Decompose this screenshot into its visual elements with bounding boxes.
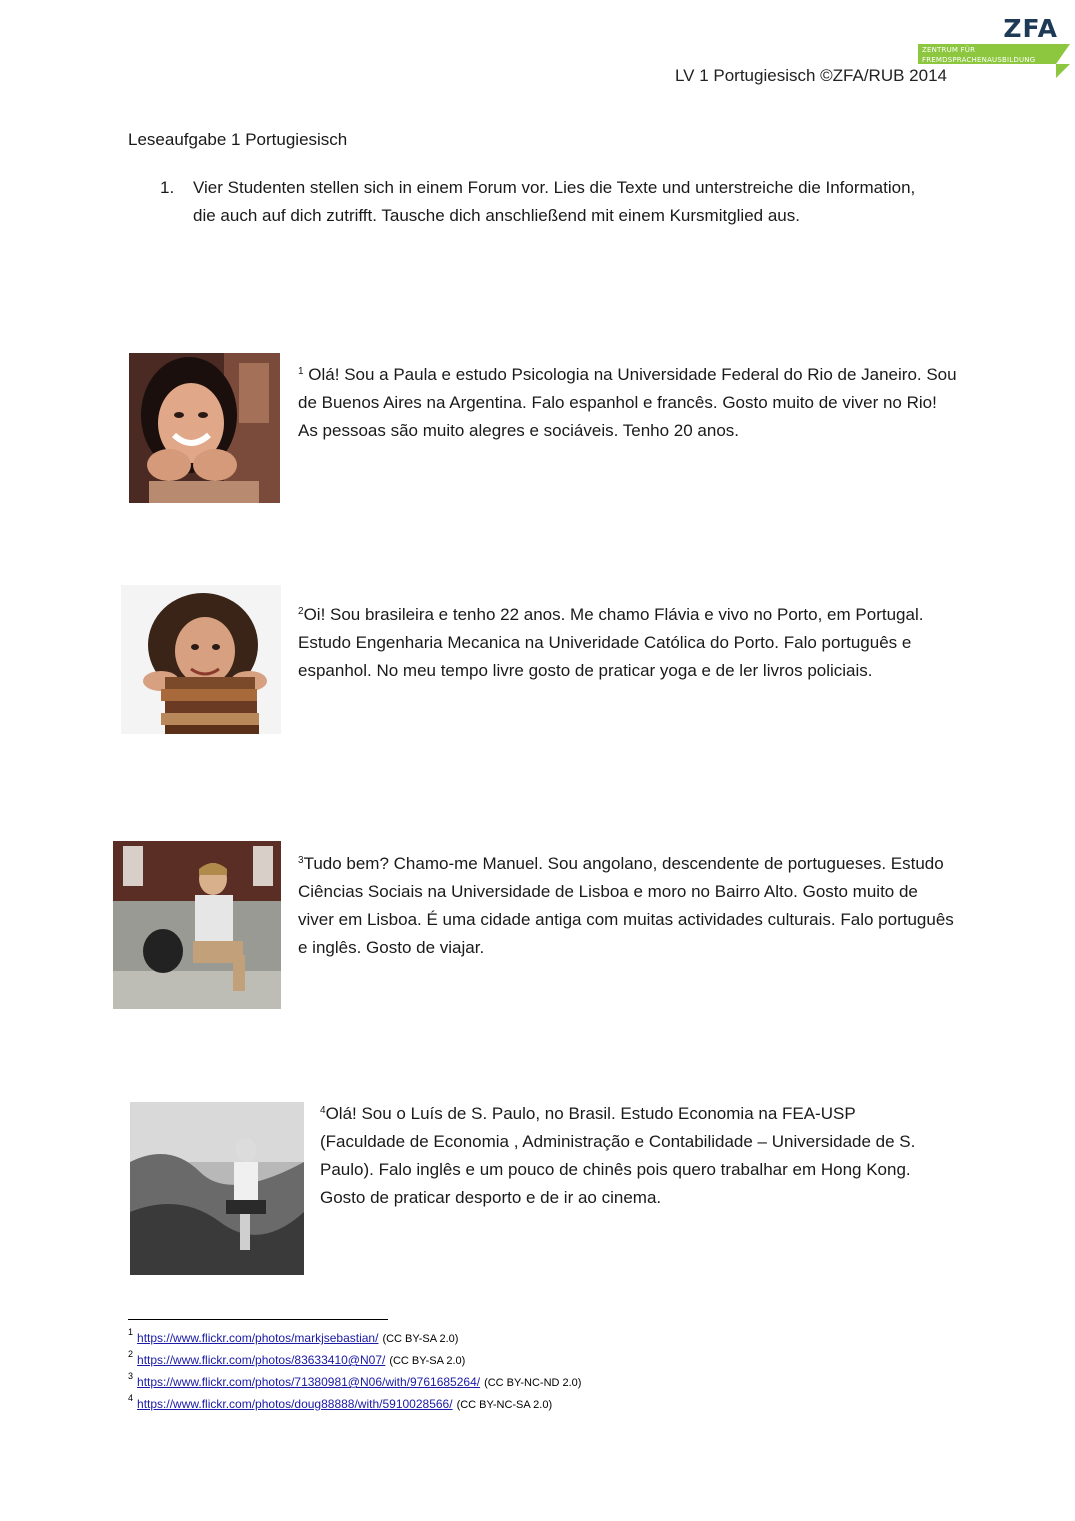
footnote-divider	[128, 1319, 388, 1320]
course-header: LV 1 Portugiesisch ©ZFA/RUB 2014	[674, 66, 947, 85]
student-text-3	[298, 850, 958, 962]
footnote-mark-3: 3	[128, 1371, 134, 1381]
logo-bar	[918, 44, 1056, 64]
logo-text: ZFA	[1003, 14, 1058, 43]
footnote-3	[128, 1371, 582, 1390]
student-intro-3: Tudo bem? Chamo-me Manuel. Sou angolano, descendente de portugueses. Estudo Ciências Sociais na Universidade de Lisboa e moro no Bairro Alto. Gosto muito de viver em Lisboa. É uma cidade antiga com muitas actividades culturais. Falo português e inglês. Gosto de viajar.	[298, 854, 954, 957]
student-photo-4	[130, 1102, 304, 1275]
footnote-mark-2: 2	[128, 1349, 134, 1359]
footnote-link-3[interactable]: https://www.flickr.com/photos/71380981@N06/with/9761685264/	[137, 1375, 481, 1389]
footnote-link-1[interactable]: https://www.flickr.com/photos/markjsebastian/	[137, 1331, 379, 1345]
student-photo-2	[121, 585, 281, 734]
footnote-license-1: (CC BY-SA 2.0)	[382, 1333, 459, 1345]
logo-flag-shape	[1056, 44, 1070, 64]
footnote-license-4: (CC BY-NC-SA 2.0)	[456, 1399, 553, 1411]
student-text-1	[298, 361, 958, 445]
logo-subtitle-1: ZENTRUM FÜR	[922, 46, 976, 54]
task-number: 1.	[160, 178, 175, 197]
logo-flag-tail	[1056, 64, 1070, 78]
task-item	[160, 174, 920, 230]
footnote-mark-1: 1	[128, 1327, 134, 1337]
footnote-1	[128, 1327, 459, 1346]
footnote-mark-4: 4	[128, 1393, 134, 1403]
portrait-man-sitting-image	[113, 841, 281, 1009]
portrait-man-on-rocks-image	[130, 1102, 304, 1275]
footnote-ref-1: 1	[298, 366, 304, 377]
footnote-2	[128, 1349, 466, 1368]
footnote-link-2[interactable]: https://www.flickr.com/photos/83633410@N07/	[137, 1353, 386, 1367]
footnote-ref-2: 2	[298, 606, 304, 617]
footnote-ref-3: 3	[298, 855, 304, 866]
footnote-link-4[interactable]: https://www.flickr.com/photos/doug88888/with/5910028566/	[137, 1397, 453, 1411]
footnote-4	[128, 1393, 553, 1412]
footnote-license-3: (CC BY-NC-ND 2.0)	[484, 1377, 582, 1389]
student-photo-3	[113, 841, 281, 1009]
student-intro-4: Olá! Sou o Luís de S. Paulo, no Brasil. Estudo Economia na FEA-USP (Faculdade de Economia , Administração e Contabilidade – Universidade de S. Paulo). Falo inglês e um pouco de chinês pois quero trabalhar em Hong Kong. Gosto de praticar desporto e de ir ao cinema.	[320, 1104, 916, 1207]
logo-subtitle-2: FREMDSPRACHENAUSBILDUNG	[922, 56, 1036, 64]
page-title: Leseaufgabe 1 Portugiesisch	[128, 130, 348, 149]
footnote-ref-4: 4	[320, 1105, 326, 1116]
task-text: Vier Studenten stellen sich in einem Forum vor. Lies die Texte und unterstreiche die Information, die auch auf dich zutrifft. Tausche dich anschließend mit einem Kursmitglied aus.	[193, 178, 916, 225]
footnote-license-2: (CC BY-SA 2.0)	[389, 1355, 466, 1367]
student-intro-1: Olá! Sou a Paula e estudo Psicologia na Universidade Federal do Rio de Janeiro. Sou de Buenos Aires na Argentina. Falo espanhol e francês. Gosto muito de viver no Rio! As pessoas são muito alegres e sociáveis. Tenho 20 anos.	[298, 365, 957, 440]
portrait-woman-with-books-image	[121, 585, 281, 734]
student-text-4	[320, 1100, 940, 1212]
portrait-smiling-woman-image	[129, 353, 280, 503]
zfa-logo	[918, 12, 1072, 68]
student-text-2	[298, 601, 958, 685]
student-intro-2: Oi! Sou brasileira e tenho 22 anos. Me chamo Flávia e vivo no Porto, em Portugal. Estudo Engenharia Mecanica na Univeridade Católica do Porto. Falo português e espanhol. No meu tempo livre gosto de praticar yoga e de ler livros policiais.	[298, 605, 924, 680]
student-photo-1	[129, 353, 280, 503]
